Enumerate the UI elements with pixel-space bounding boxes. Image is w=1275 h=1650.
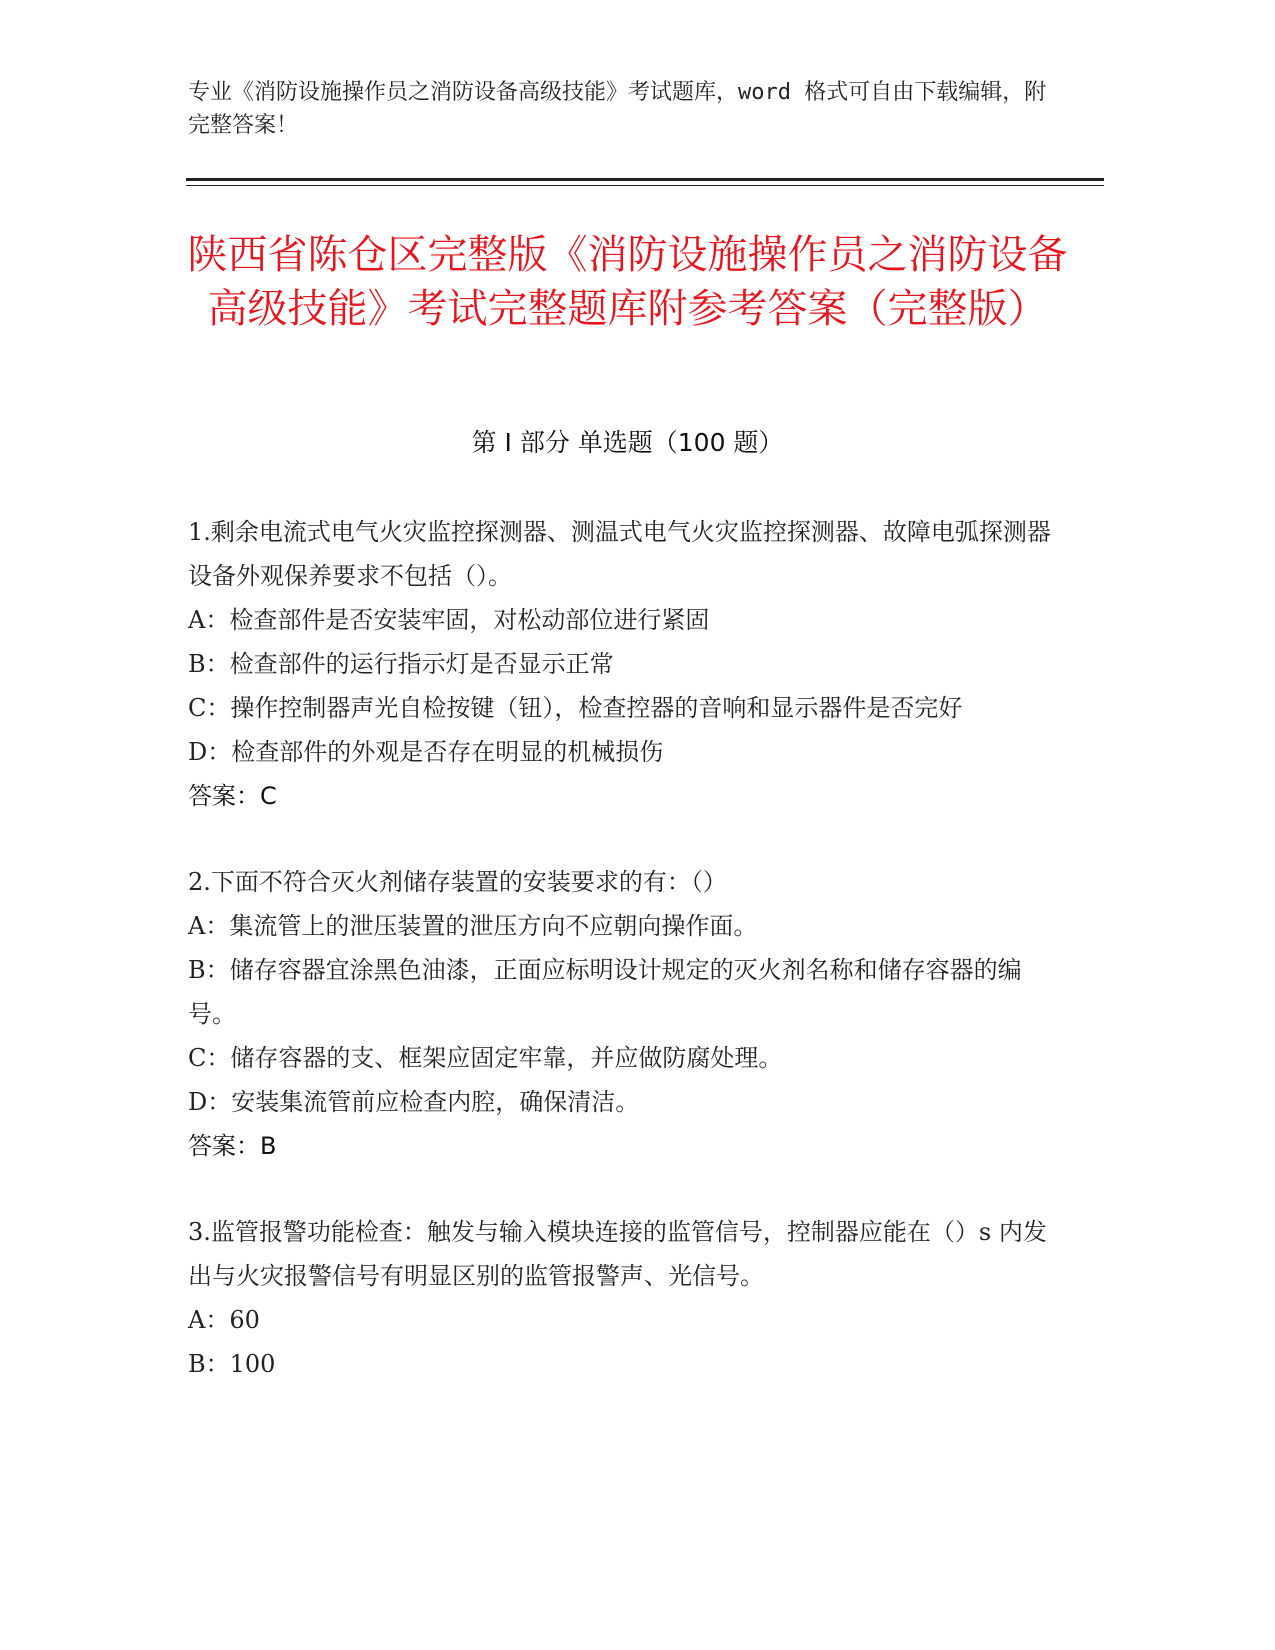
- option-c: C：储存容器的支、框架应固定牢靠，并应做防腐处理。: [188, 1044, 783, 1072]
- option-d: D：安装集流管前应检查内腔，确保清洁。: [188, 1088, 640, 1116]
- question-stem: 3.监管报警功能检查：触发与输入模块连接的监管信号，控制器应能在（）s 内发出与火灾报警信号有明显区别的监管报警声、光信号。: [188, 1218, 1047, 1290]
- answer-line: 答案：C: [188, 782, 277, 810]
- header-divider-thin: [186, 185, 1104, 186]
- question-item: [188, 1210, 1063, 1386]
- option-b: B：储存容器宜涂黑色油漆，正面应标明设计规定的灭火剂名称和储存容器的编号。: [188, 956, 1022, 1028]
- option-a: A：检查部件是否安装牢固，对松动部位进行紧固: [188, 606, 710, 634]
- document-title: 陕西省陈仓区完整版《消防设施操作员之消防设备高级技能》考试完整题库附参考答案（完整版）: [187, 232, 1068, 332]
- question-item: [188, 860, 1063, 1168]
- question-item: [188, 510, 1063, 818]
- question-stem: 2.下面不符合灭火剂储存装置的安装要求的有：（）: [188, 868, 727, 896]
- header-divider-thick: [186, 178, 1104, 181]
- question-list: [188, 510, 1063, 1428]
- option-a: A：集流管上的泄压装置的泄压方向不应朝向操作面。: [188, 912, 758, 940]
- option-b: B：100: [188, 1350, 276, 1378]
- section-heading: 第 I 部分 单选题（100 题）: [471, 428, 784, 457]
- option-d: D：检查部件的外观是否存在明显的机械损伤: [188, 738, 664, 766]
- answer-line: 答案：B: [188, 1132, 277, 1160]
- header-note: 专业《消防设施操作员之消防设备高级技能》考试题库，word 格式可自由下载编辑，附完整答案！: [188, 80, 1047, 138]
- question-stem: 1.剩余电流式电气火灾监控探测器、测温式电气火灾监控探测器、故障电弧探测器设备外观保养要求不包括（）。: [188, 518, 1051, 590]
- option-a: A：60: [188, 1306, 260, 1334]
- option-b: B：检查部件的运行指示灯是否显示正常: [188, 650, 614, 678]
- option-c: C：操作控制器声光自检按键（钮），检查控器的音响和显示器件是否完好: [188, 694, 963, 722]
